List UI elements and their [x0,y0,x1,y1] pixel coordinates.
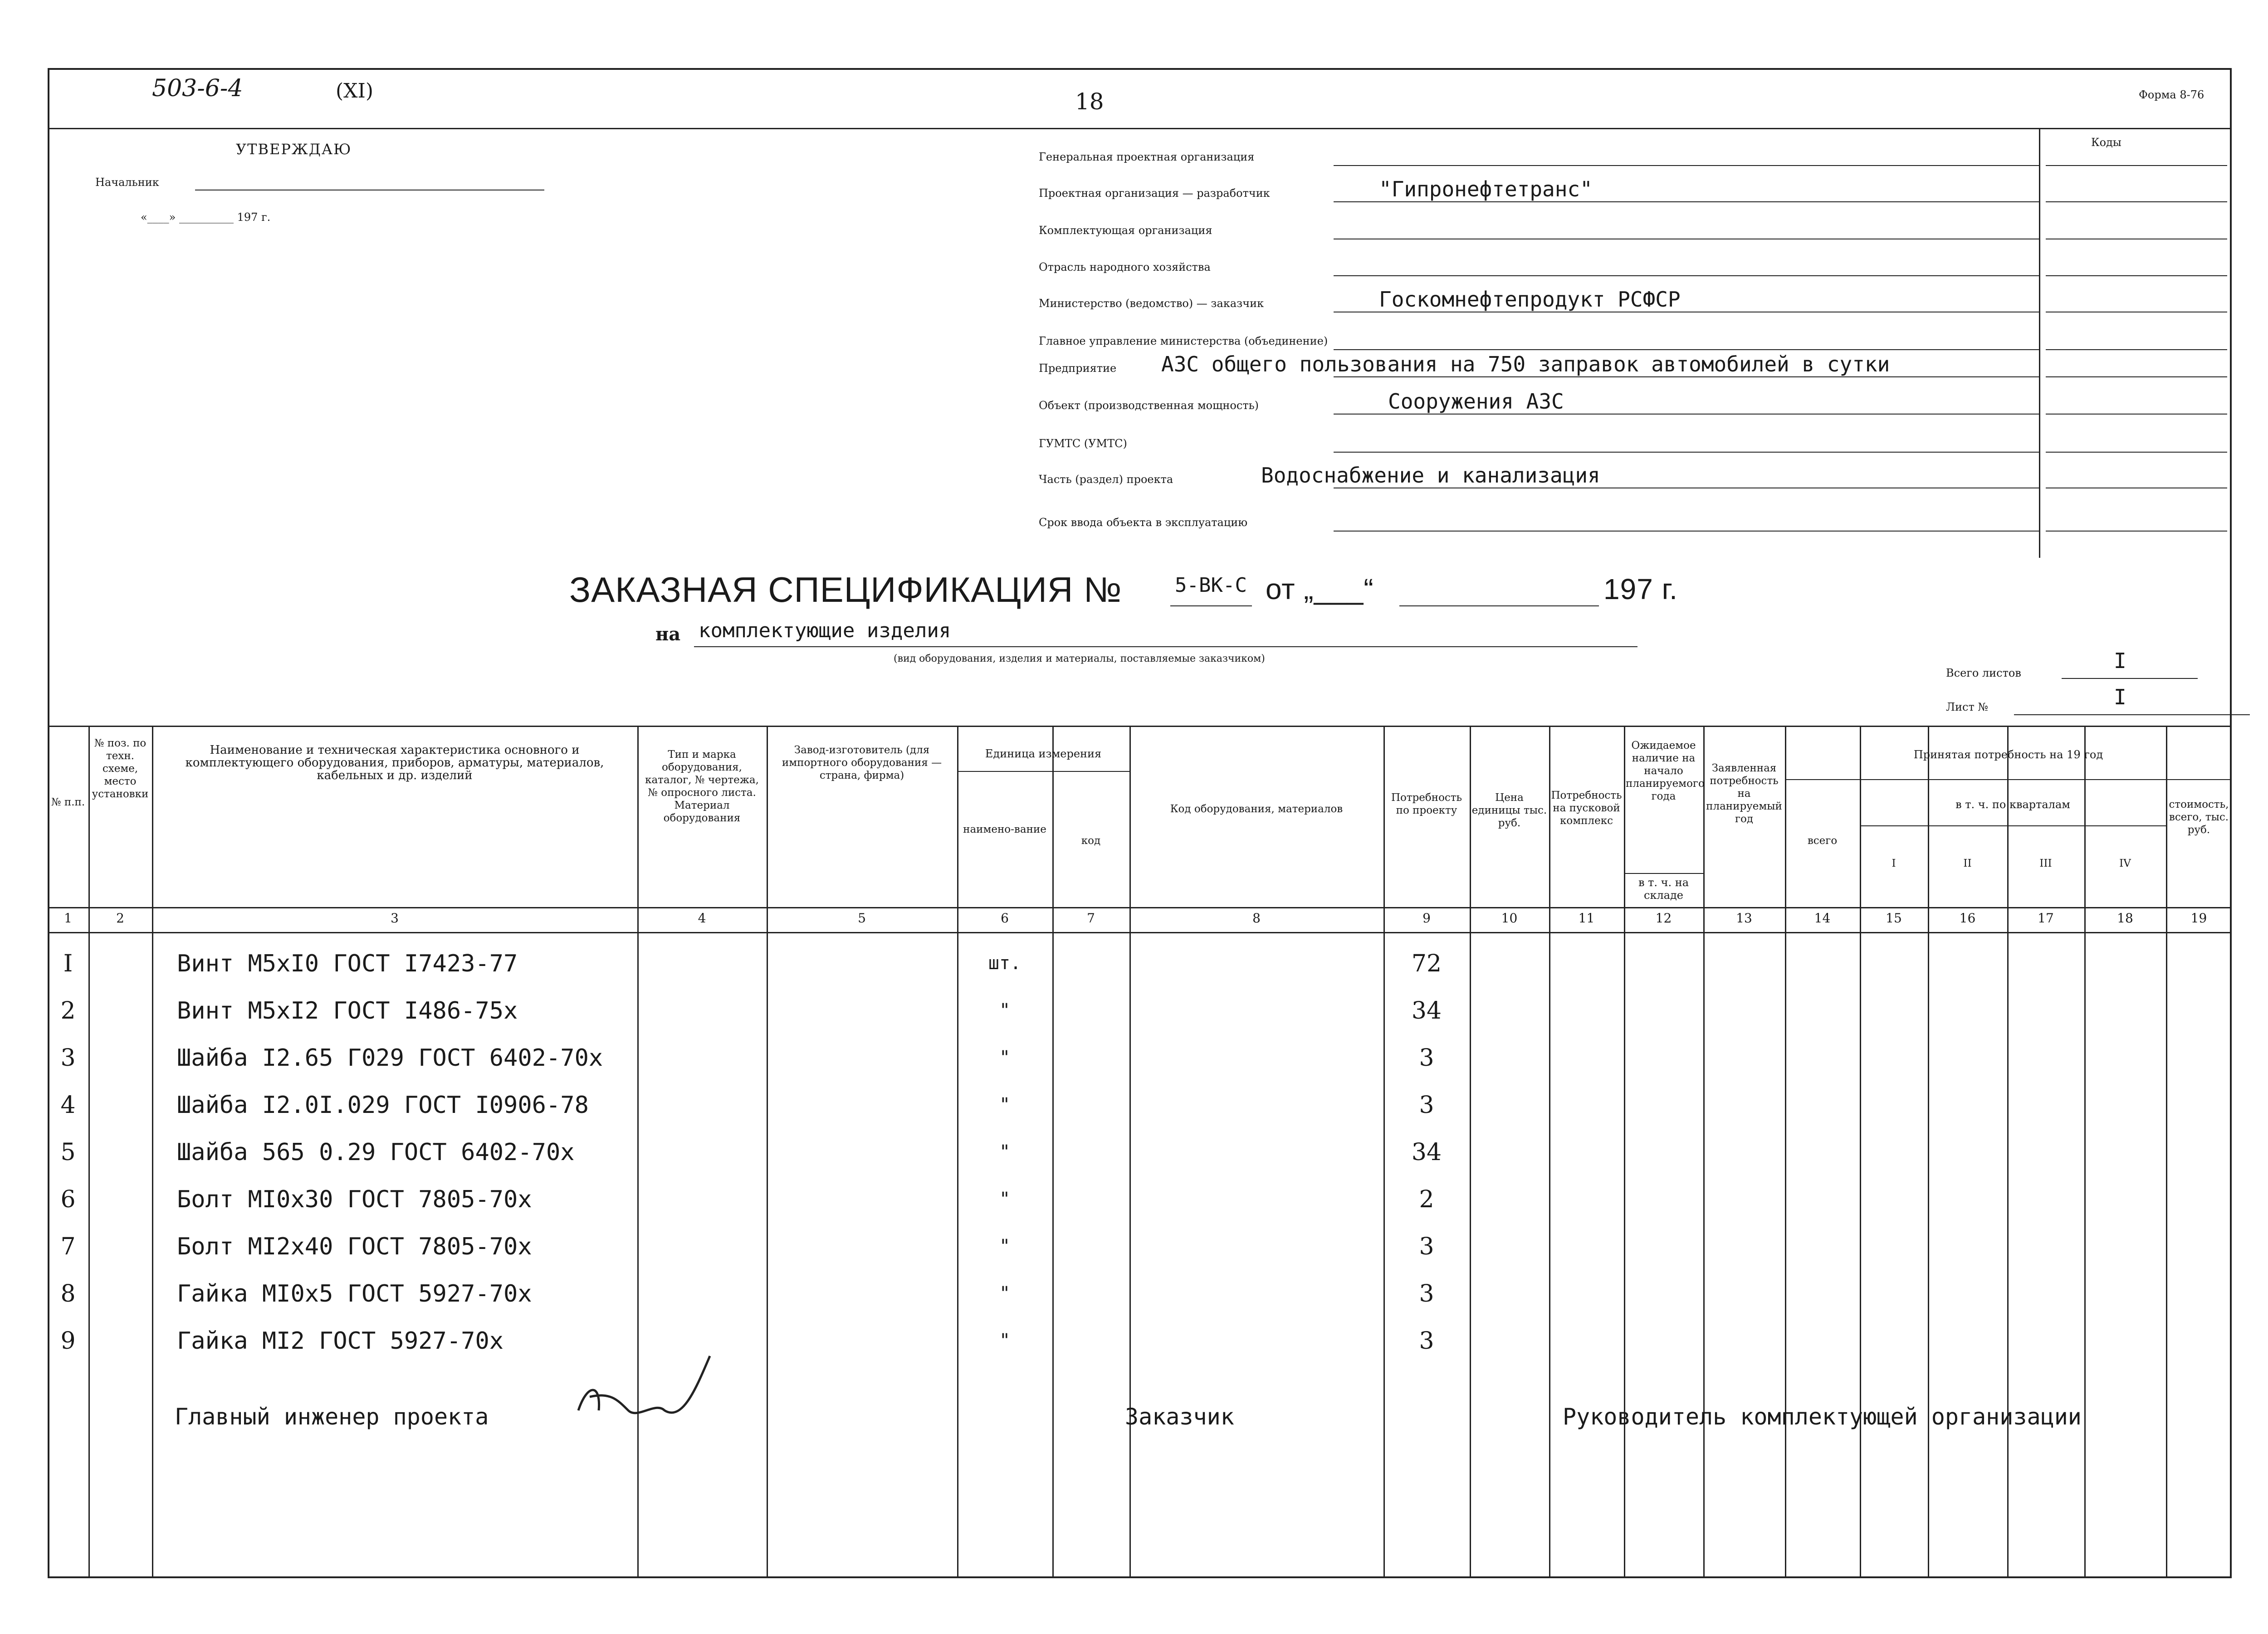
column-header: Потребность по проекту [1391,792,1462,816]
row-unit: " [999,1094,1011,1115]
column-number: 2 [116,911,124,926]
handwritten-mark: (XI) [336,79,374,102]
codes-label: Коды [2091,136,2121,149]
chief-engineer-signature [574,1342,723,1438]
column-number: 11 [1578,911,1595,926]
in-stock-head: в т. ч. на складе [1638,876,1689,902]
row-item-name: Болт МI2х40 ГОСТ 7805-70х [177,1233,532,1260]
org-field-line [1334,201,2039,202]
column-divider [637,726,639,1578]
row-quantity: 3 [1419,1044,1434,1072]
row-item-name: Шайба I2.0I.029 ГОСТ I0906-78 [177,1092,589,1119]
column-number: 10 [1501,911,1518,926]
row-item-name: Гайка МI0х5 ГОСТ 5927-70х [177,1280,532,1307]
column-header: Наименование и техническая характеристика основного и комплектующего оборудования, приборов, арматуры, материалов, кабельных и др. изделий [185,743,604,782]
column-number: 18 [2117,911,2133,926]
org-field-label: Срок ввода объекта в эксплуатацию [1039,516,1248,529]
row-quantity: 3 [1419,1233,1434,1260]
form-label: Форма 8-76 [2139,88,2204,101]
row-unit: " [999,1141,1011,1162]
org-field-value: Сооружения АЗС [1388,389,1564,414]
org-field-label: Министерство (ведомство) — заказчик [1039,297,1264,310]
org-field-value: "Гипронефтетранс" [1379,177,1593,201]
org-field-label: Объект (производственная мощность) [1039,399,1259,412]
org-field-gap [1039,379,2034,380]
column-divider [1470,726,1471,1578]
org-field-value: Госкомнефтепродукт РСФСР [1379,287,1681,312]
column-divider [767,726,768,1578]
row-item-name: Винт М5хI0 ГОСТ I7423-77 [177,950,518,977]
column-header: Цена единицы тыс. руб. [1471,792,1547,829]
row-item-name: Шайба I2.65 Г029 ГОСТ 6402-70х [177,1044,603,1072]
column-number: 4 [698,911,706,926]
org-field-line [1334,531,2039,532]
column-header: Тип и марка оборудования, каталог, № чертежа, № опросного листа. Материал оборудования [645,749,759,824]
org-field-gap [1039,278,2034,279]
row-unit: шт. [988,953,1022,974]
column-divider [1052,726,1054,1578]
row-unit: " [999,1189,1011,1210]
column-number: 6 [1001,911,1009,926]
stock-rule [1624,873,1703,874]
column-divider [2007,726,2009,1578]
org-field-line [1334,452,2039,453]
column-number: 1 [64,911,72,926]
org-field-gap [1039,314,2034,315]
column-header: Завод-изготовитель (для импортного оборудования — страна, фирма) [782,744,942,781]
accepted-group-head: Принятая потребность на 19 год [1913,748,2103,761]
page-number: 18 [1075,88,1104,115]
org-field-label: Отрасль народного хозяйства [1039,261,1211,273]
column-number: 5 [858,911,866,926]
column-header: наимено-вание [963,824,1046,835]
row-unit: " [999,1047,1011,1068]
org-field-label: Комплектующая организация [1039,224,1212,237]
org-field-label: Предприятие [1039,362,1117,375]
handwritten-code: 503-6-4 [152,75,243,102]
column-header: Потребность на пусковой комплекс [1551,790,1622,827]
org-field-line [1334,165,2039,166]
column-number: 14 [1814,911,1831,926]
unit-group-rule [957,771,1129,772]
column-header: Заявленная потребность на планируемый год [1706,762,1782,825]
row-number: 4 [60,1092,76,1119]
row-quantity: 3 [1419,1327,1434,1355]
code-cell-line [2046,275,2227,276]
column-header: всего [1807,835,1838,847]
row-unit: " [999,1283,1011,1304]
org-field-value: АЗС общего пользования на 750 заправок автомобилей в сутки [1161,352,1890,376]
chief-engineer-label: Главный инженер проекта [175,1404,489,1430]
org-field-value: Водоснабжение и канализация [1261,463,1600,488]
spec-on-label: на [655,624,681,645]
column-divider [1129,726,1131,1578]
quarters-group-head: в т. ч. по кварталам [1955,798,2070,811]
row-number: 3 [60,1044,76,1072]
spec-on-value: комплектующие изделия [699,619,951,642]
approval-chief-label: Начальник [95,176,159,189]
column-header: Код оборудования, материалов [1170,803,1343,815]
column-number: 16 [1959,911,1976,926]
row-number: 5 [60,1139,76,1166]
spec-year: 197 г. [1603,573,1678,605]
column-divider [152,726,153,1578]
column-number: 17 [2038,911,2054,926]
quarters-group-rule [1860,825,2166,826]
column-divider [2166,726,2167,1578]
column-divider [1624,726,1625,1578]
code-cell-line [2046,201,2227,202]
row-quantity: 3 [1419,1092,1434,1119]
customer-label: Заказчик [1125,1404,1234,1430]
row-quantity: 2 [1419,1186,1434,1213]
approval-date: «____» __________ 197 г. [141,211,271,224]
approval-title: УТВЕРЖДАЮ [236,141,352,158]
total-sheets-value: I [2114,649,2126,673]
column-divider [1928,726,1929,1578]
spec-title: ЗАКАЗНАЯ СПЕЦИФИКАЦИЯ № [569,570,1122,610]
org-field-gap [1039,168,2034,169]
org-field-line [1334,414,2039,415]
org-field-label: Часть (раздел) проекта [1039,473,1173,486]
column-divider [2084,726,2086,1578]
column-divider [88,726,90,1578]
table-top-rule [48,726,2232,727]
row-unit: " [999,1330,1011,1351]
column-number: 8 [1252,911,1261,926]
org-field-label: Проектная организация — разработчик [1039,187,1270,200]
column-header: I [1892,858,1896,869]
row-item-name: Гайка МI2 ГОСТ 5927-70х [177,1327,504,1355]
org-field-line [1334,275,2039,276]
sheet-no-label: Лист № [1946,701,1989,713]
row-quantity: 34 [1411,1139,1442,1166]
org-field-gap [1039,241,2034,242]
code-cell-line [2046,414,2227,415]
spec-number: 5-ВК-С [1175,574,1247,597]
column-divider [1703,726,1705,1578]
row-unit: " [999,1000,1011,1021]
column-header: код [1081,835,1101,847]
column-header: стоимость, всего, тыс. руб. [2169,799,2229,836]
org-field-line [1334,376,2039,377]
row-quantity: 72 [1411,950,1442,977]
column-header: II [1963,858,1972,869]
code-cell-line [2046,376,2227,377]
row-quantity: 3 [1419,1280,1434,1307]
row-number: 8 [60,1280,76,1307]
org-field-gap [1039,533,2034,534]
column-header: № поз. по техн. схеме, место установки [92,737,149,800]
org-field-gap [1039,416,2034,417]
column-number: 7 [1087,911,1095,926]
column-divider [1785,726,1786,1578]
column-divider [1549,726,1550,1578]
number-row-rule [48,932,2232,933]
header-rule [48,128,2232,129]
spec-subnote: (вид оборудования, изделия и материалы, поставляемые заказчиком) [894,653,1265,664]
column-number: 13 [1736,911,1752,926]
column-header: IV [2119,858,2131,869]
code-cell-line [2046,349,2227,350]
header-bottom-rule [48,907,2232,908]
column-header: III [2039,858,2052,869]
row-quantity: 34 [1411,997,1442,1024]
spec-from: от „___“ [1266,573,1374,605]
org-field-label: ГУМТС (УМТС) [1039,437,1127,450]
org-field-gap [1039,454,2034,455]
org-field-label: Генеральная проектная организация [1039,151,1255,163]
org-field-gap [1039,490,2034,491]
column-divider [1860,726,1861,1578]
row-item-name: Винт М5хI2 ГОСТ I486-75х [177,997,518,1024]
org-field-label: Главное управление министерства (объединение) [1039,335,1328,347]
row-item-name: Шайба 565 0.29 ГОСТ 6402-70х [177,1139,575,1166]
row-number: 9 [60,1327,76,1355]
column-number: 15 [1886,911,1902,926]
column-header: Ожидаемое наличие на начало планируемого года [1626,740,1705,802]
row-item-name: Болт МI0х30 ГОСТ 7805-70х [177,1186,532,1213]
row-number: 7 [60,1233,76,1260]
code-cell-line [2046,531,2227,532]
total-sheets-label: Всего листов [1946,667,2021,679]
row-unit: " [999,1236,1011,1257]
column-number: 3 [391,911,399,926]
accepted-group-rule [1785,779,2232,780]
row-number: 2 [60,997,76,1024]
code-cell-line [2046,452,2227,453]
code-cell-line [2046,165,2227,166]
column-number: 12 [1655,911,1672,926]
supplier-head-label: Руководитель комплектующей организации [1563,1404,2082,1430]
row-number: I [63,950,73,977]
column-number: 9 [1422,911,1431,926]
sheet-no-value: I [2114,685,2126,709]
org-field-gap [1039,204,2034,205]
org-field-line [1334,349,2039,350]
row-number: 6 [60,1186,76,1213]
column-header: № п.п. [51,796,85,808]
unit-group-head: Единица измерения [985,747,1102,760]
column-number: 19 [2190,911,2207,926]
